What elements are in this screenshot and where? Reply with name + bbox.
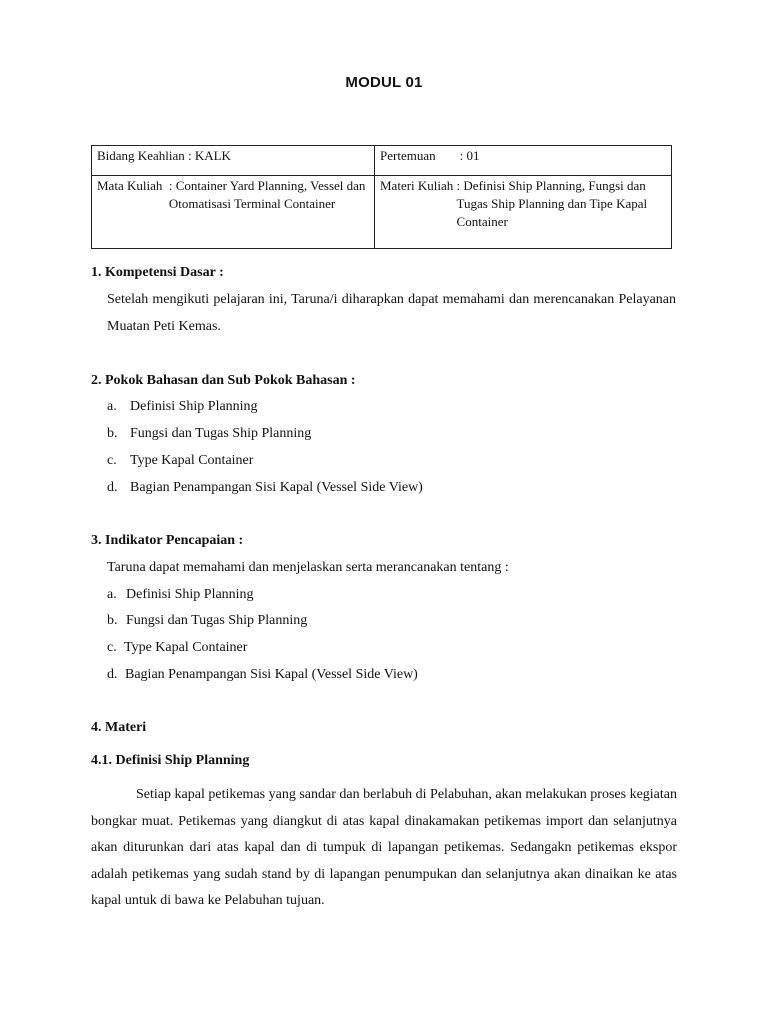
list-item bbox=[107, 667, 418, 683]
pertemuan-value: : 01 bbox=[459, 148, 480, 163]
mata-kuliah-value: : Container Yard Planning, Vessel dan Otomatisasi Terminal Container bbox=[168, 178, 366, 211]
section-heading-pokok-bahasan: 2. Pokok Bahasan dan Sub Pokok Bahasan : bbox=[91, 373, 356, 388]
cell-materi-kuliah bbox=[375, 176, 672, 249]
list-item-text: Fungsi dan Tugas Ship Planning bbox=[126, 613, 308, 628]
list-item bbox=[107, 640, 247, 656]
list-marker: a. bbox=[107, 399, 117, 414]
section-heading-indikator: 3. Indikator Pencapaian : bbox=[91, 533, 244, 548]
kompetensi-paragraph: Setelah mengikuti pelajaran ini, Taruna/i diharapkan dapat memahami dan merencanakan Pelayanan Muatan Peti Kemas. bbox=[107, 292, 676, 334]
list-marker: c. bbox=[107, 453, 117, 468]
bidang-keahlian-text: Bidang Keahlian : KALK bbox=[97, 148, 231, 163]
list-item-text: Definisi Ship Planning bbox=[126, 587, 254, 602]
pertemuan-label: Pertemuan bbox=[380, 148, 436, 163]
course-info-table bbox=[91, 145, 672, 249]
sub-heading-definisi: 4.1. Definisi Ship Planning bbox=[91, 753, 250, 768]
list-marker: b. bbox=[107, 613, 118, 628]
list-item-text: Type Kapal Container bbox=[124, 640, 248, 655]
list-item bbox=[107, 480, 423, 496]
materi-kuliah-value: : Definisi Ship Planning, Fungsi dan Tugas Ship Planning dan Tipe Kapal Container bbox=[456, 178, 648, 229]
table-row bbox=[92, 146, 672, 176]
definisi-paragraph: Setiap kapal petikemas yang sandar dan berlabuh di Pelabuhan, akan melakukan proses kegiatan bongkar muat. Petikemas yang diangkut di atas kapal dinakamakan petikemas import dan selanjutnya akan diturunkan dari atas kapal dan di tumpuk di lapangan petikemas. Sedangakn petikemas ekspor adalah petikemas yang sudah stand by di lapangan penumpukan dan selanjutnya akan dinaikan ke atas kapal untuk di bawa ke Pelabuhan tujuan. bbox=[91, 787, 677, 908]
list-item-text: Bagian Penampangan Sisi Kapal (Vessel Side View) bbox=[125, 667, 418, 682]
indikator-intro: Taruna dapat memahami dan menjelaskan serta merancanakan tentang : bbox=[107, 560, 509, 575]
list-marker: a. bbox=[107, 587, 117, 602]
list-marker: d. bbox=[107, 480, 118, 495]
list-item bbox=[107, 453, 253, 469]
mata-kuliah-label: Mata Kuliah bbox=[97, 178, 163, 193]
list-item-text: Type Kapal Container bbox=[130, 453, 254, 468]
list-item-text: Definisi Ship Planning bbox=[130, 399, 258, 414]
list-marker: b. bbox=[107, 426, 118, 441]
cell-bidang-keahlian bbox=[92, 146, 375, 176]
document-title: MODUL 01 bbox=[345, 74, 423, 91]
list-item bbox=[107, 613, 307, 629]
cell-mata-kuliah bbox=[92, 176, 375, 249]
list-marker: d. bbox=[107, 667, 118, 682]
section-heading-materi: 4. Materi bbox=[91, 720, 147, 735]
table-row bbox=[92, 176, 672, 249]
list-item-text: Bagian Penampangan Sisi Kapal (Vessel Side View) bbox=[130, 480, 423, 495]
list-item bbox=[107, 399, 258, 415]
list-marker: c. bbox=[107, 640, 117, 655]
list-item-text: Fungsi dan Tugas Ship Planning bbox=[130, 426, 312, 441]
materi-kuliah-label: Materi Kuliah bbox=[380, 178, 454, 193]
list-item bbox=[107, 587, 254, 603]
cell-pertemuan bbox=[375, 146, 672, 176]
section-heading-kompetensi: 1. Kompetensi Dasar : bbox=[91, 265, 224, 280]
list-item bbox=[107, 426, 311, 442]
